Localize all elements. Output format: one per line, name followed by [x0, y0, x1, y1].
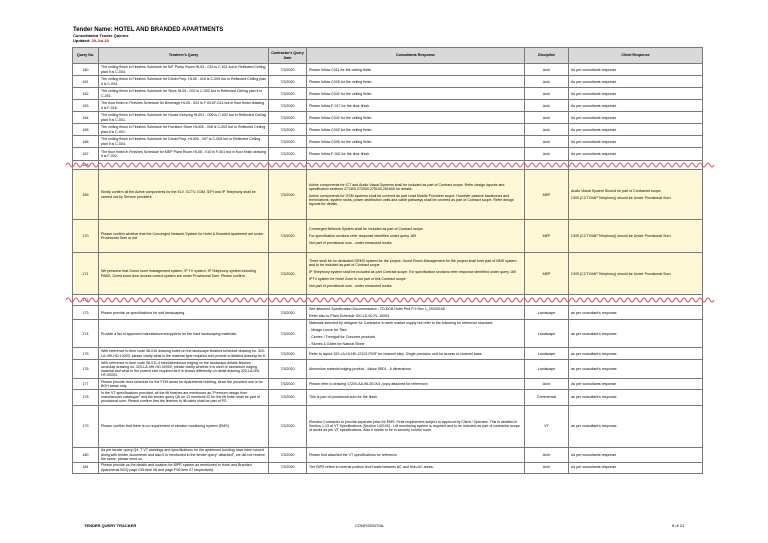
- query-text-cell: With reference to item code 08-011-4 steel/aluminium edging on the landscape details finishes schedule drawing no. 320-LA-0HI-HD-00000, please clarify whether it is steel or aluminium edging material and what is the correct size required as it is shown differently on detail drawing 320-LA-0HI-HF-00003.: [99, 360, 269, 379]
- query-no-cell: 161: [73, 76, 99, 88]
- query-text-cell: The ceiling finish in Finishes Schedule for House Keeping HL001 - 006 is C-002 but in Reflected Ceiling plan it is C-001.: [99, 112, 269, 124]
- response-line: Aluminium material edging product - follow SB01 - A dimensions: [309, 367, 411, 372]
- col-header-query: Tenderer's Query: [99, 48, 269, 64]
- discipline-cell: Commercial: [525, 389, 569, 405]
- query-text-cell: The ceiling finish in Finishes Schedule for B/F Pump Room HL03 - 015 is C-011 but in Reflected Ceiling plan it is C-004.: [99, 64, 269, 76]
- consultant-response-cell: [307, 76, 525, 88]
- query-date-cell: 7/3/2020: [269, 462, 307, 473]
- client-response-cell: [569, 462, 703, 473]
- client-response-line: Audio Visual System Should be part of Contractor scope.: [571, 188, 662, 193]
- updated-label: Updated:: [73, 37, 91, 43]
- response-line: Active components for ICT and Audio Visual Systems shall be included as part of Contract scope. Refer design layouts and specification sections 271300,272000,275100,281600 for details.: [309, 182, 505, 191]
- consultant-response-cell: [307, 220, 525, 253]
- updated-value: 29-Jul-20: [91, 37, 109, 43]
- consultant-response-cell: [307, 124, 525, 136]
- response-line: Please follow C002 for the ceiling finish: [309, 127, 372, 132]
- document-subtitle: [73, 34, 129, 43]
- table-row: [73, 64, 703, 76]
- table-row: [73, 405, 703, 447]
- response-line: Please follow C011 for the ceiling finish: [309, 67, 372, 72]
- query-date-cell: 7/3/2020: [269, 306, 307, 320]
- discipline-cell: Arch: [525, 148, 569, 161]
- query-no-cell: 166: [73, 136, 99, 148]
- query-no-cell: 175: [73, 348, 99, 360]
- discipline-cell: Arch: [525, 112, 569, 124]
- query-date-cell: 7/3/2020: [269, 76, 307, 88]
- col-header-discipline: Discipline: [525, 48, 569, 64]
- query-date-cell: 7/3/2020: [269, 136, 307, 148]
- consultant-response-cell: [307, 170, 525, 220]
- client-response-cell: [569, 306, 703, 320]
- query-date-cell: 7/3/2020: [269, 348, 307, 360]
- discipline-cell: Arch: [525, 136, 569, 148]
- query-text-cell: Please confirm that there is no requirement of elevator monitoring system (EMS).: [99, 405, 269, 447]
- col-header-query-no: Query No.: [73, 48, 99, 64]
- query-date-cell: 7/3/2020: [269, 379, 307, 390]
- client-response-cell: [569, 88, 703, 100]
- query-date-cell: 7/3/2020: [269, 88, 307, 100]
- discipline-cell: Landscape: [525, 360, 569, 379]
- table-row: [73, 76, 703, 88]
- discipline-cell: Landscape: [525, 348, 569, 360]
- response-line: Please follow F-002 for the floor finish: [309, 152, 370, 157]
- query-text-cell: Kindly confirm all the Active components for the ELV, CCTV, G3M, SIPI and IP Telephony shall be carried out by Service providers.: [99, 170, 269, 220]
- col-header-client: Client Response: [569, 48, 703, 64]
- query-no-cell: 170: [73, 220, 99, 253]
- consultant-response-cell: [307, 100, 525, 112]
- query-no-cell: 176: [73, 360, 99, 379]
- client-response-cell: [569, 320, 703, 348]
- response-line: Refer also to Plant Schedule 320-LS-00-PL-10003: [309, 314, 390, 319]
- query-text-cell: The ceiling finish in Finishes Schedule for Furniture Store HL005 - 008 is C-002 but in Reflected Ceiling plan it is C-001.: [99, 124, 269, 136]
- response-line: Please follow C002 for the ceiling finish: [309, 115, 372, 120]
- query-no-cell: 172: [73, 295, 99, 306]
- response-line: Not part of provisional sum - under measured works: [309, 284, 392, 289]
- client-response-line: As per consultants response: [571, 91, 617, 96]
- query-date-cell: 7/3/2020: [269, 360, 307, 379]
- response-line: Refer to layout 320-LA-HI-HD-12102-P03F for channel step. Single precision unit for access to channel base.: [309, 351, 483, 356]
- client-response-line: as per consultant's response: [571, 351, 617, 356]
- query-date-cell: 7/3/2020: [269, 220, 307, 253]
- discipline-cell: VT: [525, 405, 569, 447]
- table-row: [73, 170, 703, 220]
- table-row: [73, 124, 703, 136]
- table-row: [73, 306, 703, 320]
- client-response-cell: [569, 64, 703, 76]
- table-header-row: [73, 48, 703, 64]
- query-date-cell: 7/3/2020: [269, 389, 307, 405]
- client-response-line: as per consultant's response: [571, 395, 617, 400]
- query-no-cell: 173: [73, 306, 99, 320]
- query-no-cell: 179: [73, 405, 99, 447]
- client-response-line: As per consultants response: [571, 139, 617, 144]
- table-row: [73, 379, 703, 390]
- tear-line-top: [66, 161, 708, 169]
- query-text-cell: With reference to item code 08-010 drawing notes on the landscape finishes schedule drawing no. 320-LA-0HI-HD-10000, please clarify what is the material type required and provide a detailed drawing for it.: [99, 348, 269, 360]
- response-line: See attached Specification Documentation - TD-DCB Hotel Phd P II Rev 1_20200108: [309, 306, 445, 311]
- client-response-line: As per consultants response: [571, 452, 617, 457]
- client-response-line: As per consultants response: [571, 381, 617, 386]
- client-response-cell: [569, 405, 703, 447]
- query-no-cell: 171: [73, 253, 99, 295]
- discipline-cell: Arch: [525, 100, 569, 112]
- consultant-response-cell: [307, 462, 525, 473]
- queries-table: [72, 47, 703, 474]
- discipline-cell: MEP: [525, 220, 569, 253]
- consultant-response-cell: [307, 389, 525, 405]
- response-line: - Cemex / Tremgulf for Concrete products: [309, 335, 376, 340]
- response-line: Please follow C005 for the ceiling finish: [309, 139, 372, 144]
- client-response-line: CMS (CCTV/IAP Telephony) should be Under Provisional Sum.: [571, 196, 672, 201]
- query-no-cell: 162: [73, 88, 99, 100]
- response-line: - Mirage Leuve for Tiles: [309, 327, 347, 332]
- query-no-cell: 168: [73, 161, 99, 170]
- query-text-cell: The floor finish in Finishes Schedule for Beverage HL05 - 024 is F-001/F-014 but in floor finish drawing it is F-016.: [99, 100, 269, 112]
- response-line: Elevator Contractor to provide separate price for EMS. Final requirement subject to approval by Client / Operator. This is detailed in Section 1.13 of VT Specifications (Section 142100) - Lift monitoring system is required and to be included as part of contractor scope of works as per VT specifications. Also it needs to be in security control room.: [309, 419, 520, 433]
- query-no-cell: 177: [73, 379, 99, 390]
- response-line: - Stones & Gates for Natural Stone: [309, 342, 365, 347]
- client-response-line: As per consultants response: [571, 79, 617, 84]
- discipline-cell: Arch: [525, 124, 569, 136]
- query-text-cell: Please provide door schedule for the FOH areas for Apartments building, since the provided one is for BOH areas only.: [99, 379, 269, 390]
- client-response-cell: [569, 136, 703, 148]
- client-response-line: as per consultant's response: [571, 424, 617, 429]
- table-row: [73, 88, 703, 100]
- query-no-cell: 160: [73, 64, 99, 76]
- client-response-cell: [569, 220, 703, 253]
- table-row: [73, 100, 703, 112]
- discipline-cell: Arch: [525, 379, 569, 390]
- query-date-cell: 7/3/2020: [269, 253, 307, 295]
- consultant-response-cell: [307, 405, 525, 447]
- client-response-cell: [569, 447, 703, 462]
- discipline-cell: Arch: [525, 64, 569, 76]
- query-text-cell: In the VT specifications provided, all the lift finishes are mentioned as "Premium design from manufacturer catalogue" and the tender query Q6 on 13 mentions ID for the lift finish shall be part of provisional sum. Please confirm that the finishes to lift cabin shall be part of PS.: [99, 389, 269, 405]
- client-response-cell: [569, 253, 703, 295]
- query-date-cell: 7/3/2020: [269, 447, 307, 462]
- query-text-cell: The ceiling finish in Finishes Schedule for Dhobi Prep. HL05 - 016 is C-005 but in Reflected Ceiling plan it is C-004.: [99, 76, 269, 88]
- query-no-cell: 181: [73, 462, 99, 473]
- query-date-cell: 7/3/2020: [269, 124, 307, 136]
- response-line: Please follow C005 for the ceiling finish: [309, 79, 372, 84]
- consultant-response-cell: [307, 88, 525, 100]
- discipline-cell: MEP: [525, 253, 569, 295]
- table-body: [73, 64, 703, 473]
- discipline-cell: Arch: [525, 88, 569, 100]
- query-date-cell: 7/3/2020: [269, 320, 307, 348]
- response-line: The BIPS refers to internal podium level walls between AC and Non-AC areas.: [309, 465, 434, 470]
- consultant-response-cell: [307, 320, 525, 348]
- tear-line-bottom: [66, 296, 708, 304]
- query-text-cell: As per tender query Q4, T VT drawings and specifications for the apartment building have been issued along with tender documents and also it is mentioned in the tender query "attached", we did not receive the same, please send us.: [99, 447, 269, 462]
- client-response-line: As per consultants response: [571, 127, 617, 132]
- response-line: There shall be no dedicated GRMS system for the project. Guest Room Management for the project shall form part of BMS system and to be included as part of Contract scope: [309, 258, 517, 267]
- response-line: Not part of provisional sum - under measured works: [309, 241, 392, 246]
- consultant-response-cell: [307, 136, 525, 148]
- client-response-cell: [569, 360, 703, 379]
- query-date-cell: 7/3/2020: [269, 148, 307, 161]
- query-no-cell: 174: [73, 320, 99, 348]
- footer-left: TENDER QUERY TRACKER: [84, 523, 137, 528]
- consultant-response-cell: [307, 64, 525, 76]
- query-no-cell: 163: [73, 100, 99, 112]
- query-date-cell: 7/3/2020: [269, 170, 307, 220]
- table-row: [73, 253, 703, 295]
- client-response-line: CMS (CCTV/IAP Telephony) should be Under Provisional Sum.: [571, 271, 672, 276]
- table-row: [73, 389, 703, 405]
- consultant-response-cell: [307, 253, 525, 295]
- client-response-line: As per consultants response: [571, 115, 617, 120]
- col-header-response: Consultants Response: [307, 48, 525, 64]
- client-response-line: CMS (CCTV/IAP Telephony) should be Under Provisional Sum.: [571, 234, 672, 239]
- discipline-cell: Landscape: [525, 320, 569, 348]
- table-row: [73, 447, 703, 462]
- footer-page-number: 8 of 21: [672, 523, 685, 528]
- discipline-cell: Arch: [525, 76, 569, 88]
- consultant-response-cell: [307, 348, 525, 360]
- consultant-response-cell: [307, 306, 525, 320]
- client-response-cell: [569, 379, 703, 390]
- client-response-cell: [569, 100, 703, 112]
- tender-name: Tender Name: HOTEL AND BRANDED APARTMENTS: [73, 27, 224, 33]
- response-line: Please follow F-017 for the floor finish: [309, 103, 370, 108]
- table-row: [73, 136, 703, 148]
- client-response-cell: [569, 112, 703, 124]
- client-response-cell: [569, 148, 703, 161]
- consultant-response-cell: [307, 447, 525, 462]
- query-date-cell: 7/3/2020: [269, 64, 307, 76]
- query-no-cell: 169: [73, 170, 99, 220]
- consultant-response-cell: [307, 360, 525, 379]
- table-row: [73, 220, 703, 253]
- client-response-line: As per consultants response: [571, 465, 617, 470]
- response-line: This is part of provisional sum for the finish: [309, 395, 378, 400]
- subtitle-text: Consolidated Tender Queries: [73, 33, 129, 38]
- query-text-cell: The floor finish in Finishes Schedule for MEP Plant Room HL08 - 010 is F-001 but in floor finish drawing it is F-002.: [99, 148, 269, 161]
- query-no-cell: 178: [73, 389, 99, 405]
- table-row: [73, 112, 703, 124]
- query-text-cell: The ceiling finish in Finishes Schedule for Dhobi Prep. HL005 - 007 is C-005 but in Reflected Ceiling plan it is C-004.: [99, 136, 269, 148]
- response-line: Active components for GSM systems shall be covered as part Lead Mobile Providers scope. However passive backbones and terminations, system racks, power distribution units and cable pathways shall be covered as part of Contract scope. Refer design layouts for details.: [309, 194, 514, 207]
- consultant-response-cell: [307, 148, 525, 161]
- query-no-cell: 167: [73, 148, 99, 161]
- response-line: Please find attached the VT specifications for reference: [309, 452, 398, 457]
- client-response-line: as per consultant's response: [571, 310, 617, 315]
- response-line: For specification sections refer response identified under query 169: [309, 234, 417, 239]
- col-header-date: Contractor's Query Date: [269, 48, 307, 64]
- query-no-cell: 180: [73, 447, 99, 462]
- query-no-cell: 165: [73, 124, 99, 136]
- client-response-cell: [569, 389, 703, 405]
- client-response-line: As per consultants response: [571, 67, 617, 72]
- query-text-cell: Please provide us the details and location for BIPR system as mentioned in Hotel and Branded Apartments BOQ page 035 item 06 and page F06 item 07 respectively.: [99, 462, 269, 473]
- response-line: IPTV system for Hotel Zone is not part of this Contract scope: [309, 277, 406, 282]
- table-row: [73, 348, 703, 360]
- consultant-response-cell: [307, 379, 525, 390]
- updated-line: [73, 39, 129, 44]
- table-row: [73, 462, 703, 473]
- table-row: [73, 360, 703, 379]
- query-date-cell: 7/3/2020: [269, 112, 307, 124]
- discipline-cell: Landscape: [525, 306, 569, 320]
- discipline-cell: Arch: [525, 447, 569, 462]
- query-text-cell: Provide a list of approved manufacturers/suppliers for the hard landscaping materials.: [99, 320, 269, 348]
- response-line: Please follow C002 for the ceiling finish: [309, 91, 372, 96]
- query-date-cell: 7/3/2020: [269, 100, 307, 112]
- client-response-cell: [569, 124, 703, 136]
- table-row: [73, 148, 703, 161]
- client-response-line: as per consultant's response: [571, 367, 617, 372]
- response-line: IP Telephony system shall be included as part Contract scope. For specification sections refer response identified under query 169: [309, 270, 517, 275]
- query-date-cell: 7/3/2020: [269, 405, 307, 447]
- query-text-cell: We presume that Guest room management system, IP TV system, IP Telephony system including PABX, Guest room door access control system are under Provisional Sum. Please confirm.: [99, 253, 269, 295]
- client-response-cell: [569, 170, 703, 220]
- client-response-line: as per consultant's response: [571, 331, 617, 336]
- consultant-response-cell: [307, 112, 525, 124]
- client-response-cell: [569, 348, 703, 360]
- table-row: [73, 320, 703, 348]
- query-text-cell: The ceiling finish in Finishes Schedule for Store HL05 - 022 is C-002 but in Reflected Ceiling plan it is C-001.: [99, 88, 269, 100]
- discipline-cell: Arch: [525, 462, 569, 473]
- client-response-line: As per consultants response: [571, 103, 617, 108]
- discipline-cell: MEP: [525, 170, 569, 220]
- query-text-cell: Please provide us specifications for soft landscaping.: [99, 306, 269, 320]
- query-text-cell: Please confirm whether that the Converged Network System for Hotel & Branded apartment are under Provisional Sum or not.: [99, 220, 269, 253]
- response-line: Converged Network System shall be included as part of Contract scope.: [309, 226, 424, 231]
- response-line: Please refer to drawing 17200-AA-96-00-001 (copy attached for reference): [309, 381, 428, 386]
- response-line: Materials selected by designer for Contractor to seek market supply but refer to the following for reference standard:: [309, 320, 494, 325]
- client-response-line: As per consultants response: [571, 152, 617, 157]
- query-no-cell: 164: [73, 112, 99, 124]
- footer-center: CONFIDENTIAL: [355, 523, 385, 528]
- client-response-cell: [569, 76, 703, 88]
